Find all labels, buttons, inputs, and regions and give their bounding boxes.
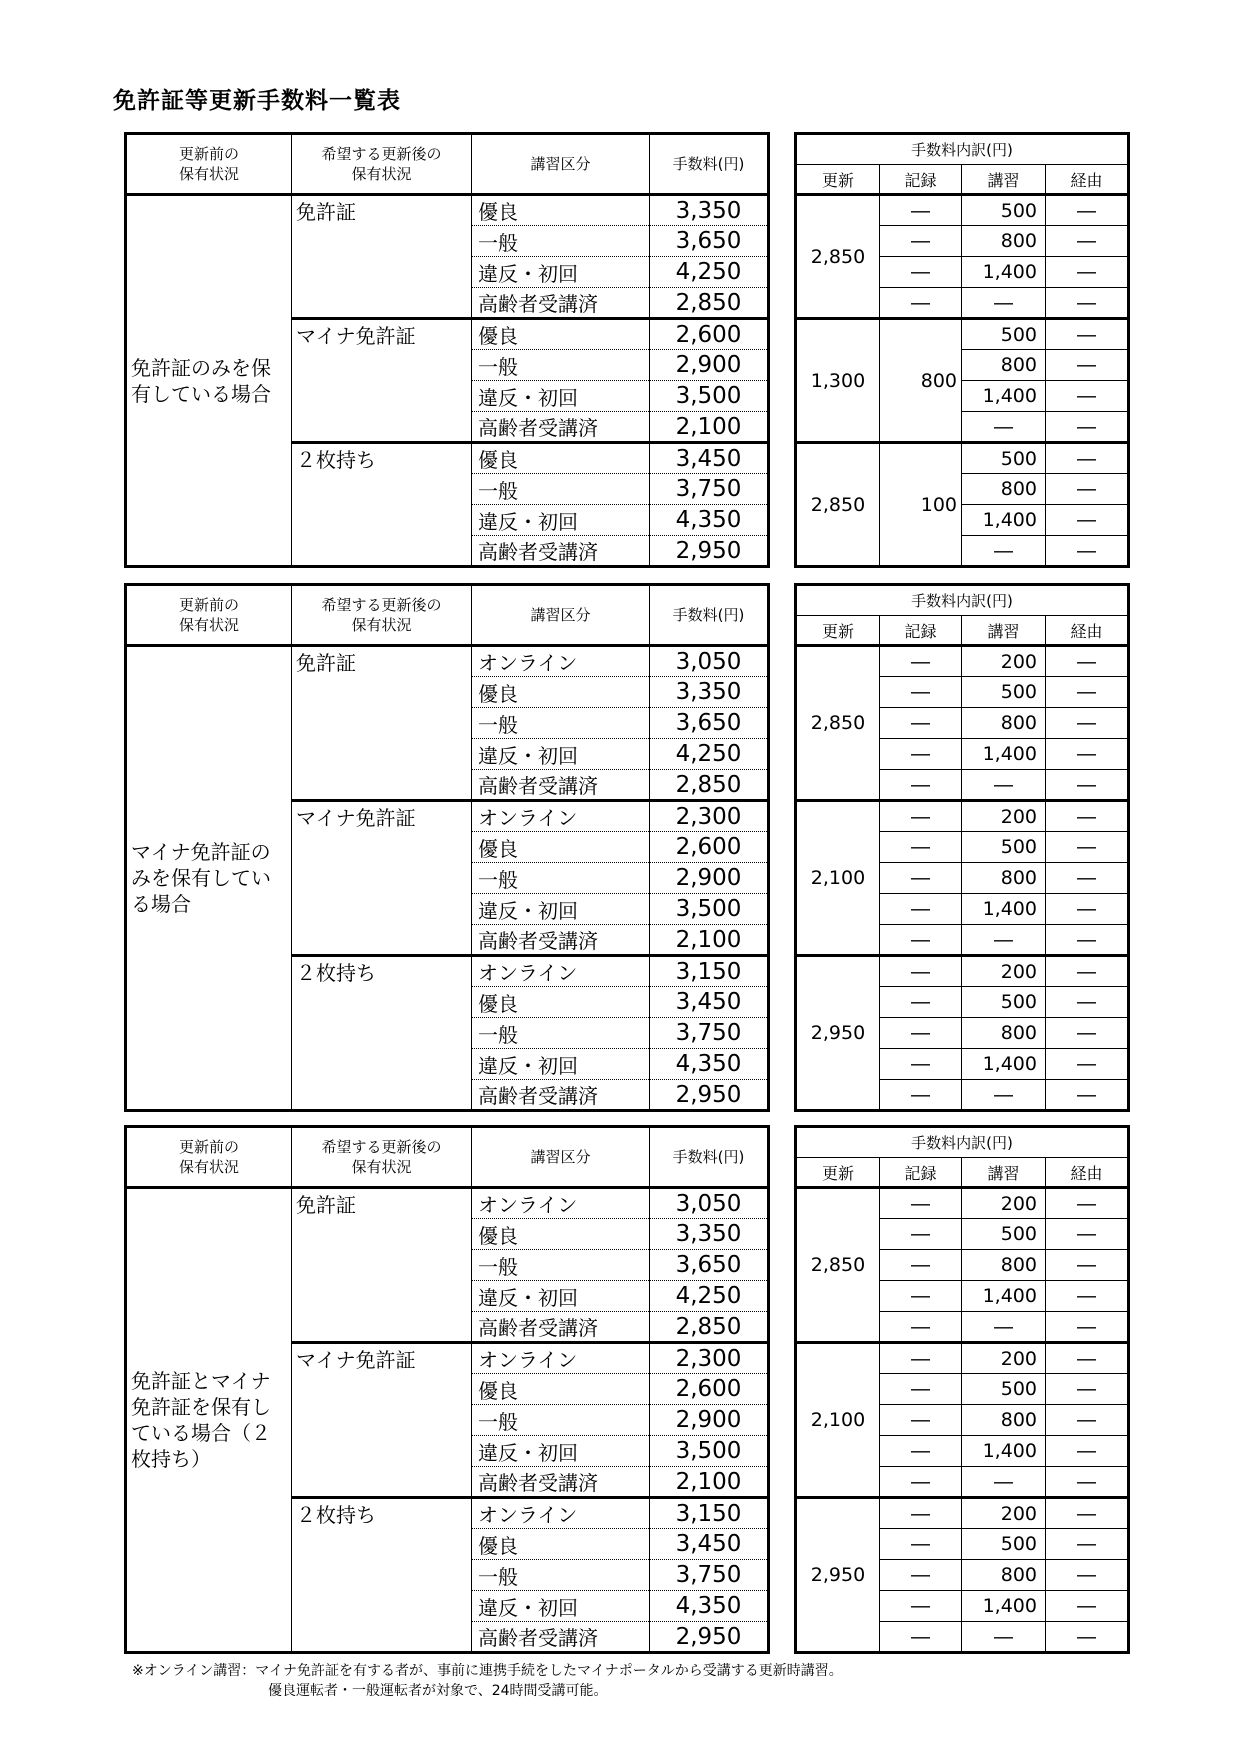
header-row (126, 134, 769, 195)
lecture-type-cell: 違反・初回 (472, 381, 650, 412)
status-after-cell: 免許証 (292, 646, 472, 801)
breakdown-row (796, 1343, 1129, 1374)
via-fee-cell: ― (1046, 443, 1129, 474)
via-fee-cell: ― (1046, 226, 1129, 257)
fee-cell: 3,350 (650, 195, 769, 226)
via-fee-cell: ― (1046, 1467, 1129, 1498)
header-fee: 手数料(円) (650, 134, 769, 195)
status-after-cell: 免許証 (292, 1188, 472, 1343)
record-fee-cell: ― (880, 1049, 962, 1080)
lecture-fee-cell: 800 (962, 1250, 1046, 1281)
lecture-type-cell: オンライン (472, 1343, 650, 1374)
fee-cell: 2,300 (650, 1343, 769, 1374)
header-status-after-line: 希望する更新後の (321, 596, 442, 614)
record-fee-cell: ― (880, 1188, 962, 1219)
lecture-type-cell: 一般 (472, 226, 650, 257)
fee-cell: 2,850 (650, 1312, 769, 1343)
header-status-after (292, 134, 472, 195)
fee-cell: 3,500 (650, 894, 769, 925)
breakdown-header-row (796, 1158, 1129, 1188)
lecture-type-cell: 高齢者受講済 (472, 1467, 650, 1498)
via-fee-cell: ― (1046, 894, 1129, 925)
header-status-before-line: 更新前の (178, 1138, 239, 1156)
header-status-after (292, 1127, 472, 1188)
via-fee-cell: ― (1046, 195, 1129, 226)
lecture-fee-cell: 800 (962, 350, 1046, 381)
via-fee-cell: ― (1046, 536, 1129, 567)
renewal-fee-cell: 2,850 (796, 195, 880, 319)
renewal-fee-cell: 2,100 (796, 801, 880, 956)
fee-cell: 2,100 (650, 1467, 769, 1498)
lecture-fee-cell: 500 (962, 319, 1046, 350)
lecture-fee-cell: 200 (962, 1188, 1046, 1219)
breakdown-title-row (796, 1127, 1129, 1158)
fee-cell: 2,600 (650, 832, 769, 863)
lecture-fee-cell: 1,400 (962, 381, 1046, 412)
lecture-type-cell: 高齢者受講済 (472, 536, 650, 567)
via-fee-cell: ― (1046, 1343, 1129, 1374)
lecture-fee-cell: 1,400 (962, 1049, 1046, 1080)
lecture-type-cell: 一般 (472, 708, 650, 739)
lecture-fee-cell: 800 (962, 1560, 1046, 1591)
record-fee-cell: ― (880, 801, 962, 832)
fee-cell: 2,600 (650, 319, 769, 350)
fee-cell: 2,850 (650, 770, 769, 801)
header-status-before (126, 1127, 292, 1188)
header-status-after-line: 保有状況 (351, 616, 412, 634)
header-via: 経由 (1046, 616, 1129, 646)
record-fee-cell: ― (880, 195, 962, 226)
status-before-cell: マイナ免許証のみを保有している場合 (126, 646, 292, 1111)
record-fee-cell: ― (880, 1436, 962, 1467)
lecture-fee-cell: 1,400 (962, 894, 1046, 925)
table-row (126, 1188, 769, 1219)
lecture-type-cell: 高齢者受講済 (472, 288, 650, 319)
record-fee-cell: ― (880, 832, 962, 863)
fee-cell: 3,450 (650, 443, 769, 474)
lecture-fee-cell: 800 (962, 708, 1046, 739)
lecture-fee-cell: 200 (962, 1343, 1046, 1374)
fee-cell: 2,850 (650, 288, 769, 319)
lecture-fee-cell: ― (962, 412, 1046, 443)
breakdown-row (796, 319, 1129, 350)
header-status-before (126, 585, 292, 646)
header-renewal: 更新 (796, 165, 880, 195)
fee-cell: 3,050 (650, 646, 769, 677)
header-breakdown: 手数料内訳(円) (796, 1127, 1129, 1158)
via-fee-cell: ― (1046, 1281, 1129, 1312)
lecture-fee-cell: 800 (962, 1405, 1046, 1436)
lecture-fee-cell: ― (962, 536, 1046, 567)
lecture-fee-cell: 500 (962, 677, 1046, 708)
fee-cell: 3,650 (650, 708, 769, 739)
record-fee-cell: ― (880, 1498, 962, 1529)
fee-cell: 2,600 (650, 1374, 769, 1405)
lecture-fee-cell: 500 (962, 1529, 1046, 1560)
fee-cell: 3,500 (650, 1436, 769, 1467)
breakdown-row (796, 443, 1129, 474)
footnote (132, 1661, 843, 1701)
fee-cell: 4,250 (650, 257, 769, 288)
record-fee-cell: ― (880, 987, 962, 1018)
fee-cell: 3,350 (650, 1219, 769, 1250)
record-fee-cell: ― (880, 1374, 962, 1405)
fee-cell: 3,150 (650, 956, 769, 987)
record-fee-cell: ― (880, 1219, 962, 1250)
status-before-cell: 免許証とマイナ免許証を保有している場合（２枚持ち） (126, 1188, 292, 1653)
fee-cell: 2,900 (650, 350, 769, 381)
lecture-type-cell: 高齢者受講済 (472, 1312, 650, 1343)
via-fee-cell: ― (1046, 956, 1129, 987)
breakdown-table-2 (794, 583, 1130, 1112)
breakdown-header-row (796, 616, 1129, 646)
table-row (126, 646, 769, 677)
lecture-fee-cell: 800 (962, 474, 1046, 505)
fee-cell: 4,250 (650, 1281, 769, 1312)
header-lecture-type: 講習区分 (472, 134, 650, 195)
via-fee-cell: ― (1046, 1018, 1129, 1049)
renewal-fee-cell: 2,950 (796, 956, 880, 1111)
record-fee-cell: ― (880, 1467, 962, 1498)
via-fee-cell: ― (1046, 1250, 1129, 1281)
fee-table-3 (124, 1125, 770, 1654)
record-fee-cell: ― (880, 739, 962, 770)
lecture-type-cell: 優良 (472, 1219, 650, 1250)
fee-cell: 3,750 (650, 1560, 769, 1591)
record-fee-cell: ― (880, 708, 962, 739)
breakdown-row (796, 195, 1129, 226)
lecture-fee-cell: 500 (962, 1374, 1046, 1405)
fee-cell: 2,950 (650, 1622, 769, 1653)
lecture-fee-cell: 500 (962, 987, 1046, 1018)
lecture-type-cell: 違反・初回 (472, 894, 650, 925)
lecture-type-cell: 違反・初回 (472, 505, 650, 536)
fee-cell: 3,450 (650, 1529, 769, 1560)
via-fee-cell: ― (1046, 925, 1129, 956)
breakdown-table-3 (794, 1125, 1130, 1654)
via-fee-cell: ― (1046, 677, 1129, 708)
breakdown-row (796, 1188, 1129, 1219)
lecture-type-cell: 違反・初回 (472, 1591, 650, 1622)
record-fee-cell: ― (880, 1560, 962, 1591)
lecture-type-cell: 一般 (472, 1250, 650, 1281)
breakdown-row (796, 956, 1129, 987)
renewal-fee-cell: 2,850 (796, 443, 880, 567)
header-via: 経由 (1046, 165, 1129, 195)
fee-cell: 2,900 (650, 1405, 769, 1436)
fee-cell: 3,350 (650, 677, 769, 708)
header-record: 記録 (880, 1158, 962, 1188)
header-status-before-line: 更新前の (178, 596, 239, 614)
lecture-type-cell: 一般 (472, 1405, 650, 1436)
lecture-fee-cell: 1,400 (962, 739, 1046, 770)
renewal-fee-cell: 1,300 (796, 319, 880, 443)
lecture-type-cell: 高齢者受講済 (472, 1622, 650, 1653)
lecture-fee-cell: 800 (962, 226, 1046, 257)
header-status-after-line: 希望する更新後の (321, 145, 442, 163)
record-fee-cell: ― (880, 677, 962, 708)
lecture-fee-cell: ― (962, 1622, 1046, 1653)
via-fee-cell: ― (1046, 1622, 1129, 1653)
header-record: 記録 (880, 165, 962, 195)
via-fee-cell: ― (1046, 646, 1129, 677)
record-fee-cell: ― (880, 646, 962, 677)
lecture-type-cell: 高齢者受講済 (472, 412, 650, 443)
record-fee-cell: ― (880, 1250, 962, 1281)
lecture-fee-cell: 1,400 (962, 505, 1046, 536)
lecture-fee-cell: ― (962, 1467, 1046, 1498)
via-fee-cell: ― (1046, 319, 1129, 350)
breakdown-title-row (796, 585, 1129, 616)
breakdown-row (796, 1498, 1129, 1529)
record-fee-cell: ― (880, 1622, 962, 1653)
lecture-type-cell: 優良 (472, 677, 650, 708)
header-status-before (126, 134, 292, 195)
lecture-fee-cell: 1,400 (962, 257, 1046, 288)
header-lecture-type: 講習区分 (472, 585, 650, 646)
fee-cell: 2,100 (650, 925, 769, 956)
footnote-line-2: 優良運転者・一般運転者が対象で、24時間受講可能。 (268, 1683, 608, 1699)
breakdown-table-1 (794, 132, 1130, 568)
header-fee: 手数料(円) (650, 1127, 769, 1188)
status-after-cell: マイナ免許証 (292, 801, 472, 956)
fee-cell: 3,750 (650, 474, 769, 505)
header-lecture: 講習 (962, 165, 1046, 195)
fee-cell: 3,750 (650, 1018, 769, 1049)
lecture-type-cell: 違反・初回 (472, 257, 650, 288)
via-fee-cell: ― (1046, 257, 1129, 288)
header-lecture: 講習 (962, 1158, 1046, 1188)
lecture-type-cell: 優良 (472, 1529, 650, 1560)
header-status-after-line: 保有状況 (351, 165, 412, 183)
via-fee-cell: ― (1046, 1219, 1129, 1250)
footnote-line-1: ※オンライン講習：マイナ免許証を有する者が、事前に連携手続をしたマイナポータルから受講する更新時講習。 (132, 1663, 843, 1679)
record-fee-cell: ― (880, 1312, 962, 1343)
record-fee-cell: ― (880, 1343, 962, 1374)
fee-cell: 4,350 (650, 1049, 769, 1080)
record-fee-cell: ― (880, 770, 962, 801)
lecture-fee-cell: 200 (962, 956, 1046, 987)
via-fee-cell: ― (1046, 1560, 1129, 1591)
record-fee-cell: ― (880, 925, 962, 956)
lecture-fee-cell: 500 (962, 443, 1046, 474)
fee-cell: 4,350 (650, 505, 769, 536)
lecture-fee-cell: ― (962, 1312, 1046, 1343)
lecture-type-cell: 一般 (472, 350, 650, 381)
header-lecture: 講習 (962, 616, 1046, 646)
fee-cell: 4,350 (650, 1591, 769, 1622)
via-fee-cell: ― (1046, 739, 1129, 770)
record-fee-cell: ― (880, 894, 962, 925)
lecture-type-cell: 違反・初回 (472, 739, 650, 770)
lecture-type-cell: 違反・初回 (472, 1281, 650, 1312)
lecture-type-cell: 高齢者受講済 (472, 925, 650, 956)
record-fee-cell: ― (880, 1281, 962, 1312)
record-fee-cell: 100 (880, 443, 962, 567)
via-fee-cell: ― (1046, 1374, 1129, 1405)
via-fee-cell: ― (1046, 505, 1129, 536)
table-row (126, 195, 769, 226)
header-record: 記録 (880, 616, 962, 646)
lecture-fee-cell: 1,400 (962, 1591, 1046, 1622)
header-status-before-line: 更新前の (178, 145, 239, 163)
lecture-type-cell: 違反・初回 (472, 1049, 650, 1080)
header-status-after-line: 希望する更新後の (321, 1138, 442, 1156)
lecture-type-cell: 一般 (472, 863, 650, 894)
fee-table-1 (124, 132, 770, 568)
via-fee-cell: ― (1046, 832, 1129, 863)
lecture-fee-cell: ― (962, 1080, 1046, 1111)
record-fee-cell: ― (880, 1405, 962, 1436)
fee-cell: 2,950 (650, 536, 769, 567)
lecture-fee-cell: 1,400 (962, 1436, 1046, 1467)
lecture-fee-cell: 200 (962, 801, 1046, 832)
via-fee-cell: ― (1046, 1436, 1129, 1467)
lecture-fee-cell: 200 (962, 1498, 1046, 1529)
breakdown-row (796, 801, 1129, 832)
via-fee-cell: ― (1046, 1049, 1129, 1080)
lecture-type-cell: 優良 (472, 443, 650, 474)
lecture-type-cell: 優良 (472, 195, 650, 226)
lecture-fee-cell: 500 (962, 195, 1046, 226)
lecture-fee-cell: 200 (962, 646, 1046, 677)
status-after-cell: マイナ免許証 (292, 319, 472, 443)
record-fee-cell: ― (880, 226, 962, 257)
header-status-before-line: 保有状況 (178, 616, 239, 634)
via-fee-cell: ― (1046, 1312, 1129, 1343)
via-fee-cell: ― (1046, 801, 1129, 832)
lecture-type-cell: オンライン (472, 1498, 650, 1529)
lecture-type-cell: 一般 (472, 474, 650, 505)
status-after-cell: ２枚持ち (292, 956, 472, 1111)
lecture-fee-cell: 500 (962, 832, 1046, 863)
renewal-fee-cell: 2,850 (796, 646, 880, 801)
via-fee-cell: ― (1046, 1405, 1129, 1436)
fee-table-2 (124, 583, 770, 1112)
via-fee-cell: ― (1046, 1188, 1129, 1219)
lecture-type-cell: 優良 (472, 319, 650, 350)
header-status-after-line: 保有状況 (351, 1158, 412, 1176)
lecture-type-cell: オンライン (472, 646, 650, 677)
fee-cell: 3,650 (650, 1250, 769, 1281)
header-lecture-type: 講習区分 (472, 1127, 650, 1188)
renewal-fee-cell: 2,850 (796, 1188, 880, 1343)
status-before-cell: 免許証のみを保有している場合 (126, 195, 292, 567)
lecture-fee-cell: ― (962, 925, 1046, 956)
via-fee-cell: ― (1046, 863, 1129, 894)
header-status-before-line: 保有状況 (178, 1158, 239, 1176)
record-fee-cell: ― (880, 257, 962, 288)
via-fee-cell: ― (1046, 381, 1129, 412)
record-fee-cell: ― (880, 1018, 962, 1049)
header-fee: 手数料(円) (650, 585, 769, 646)
status-after-cell: 免許証 (292, 195, 472, 319)
record-fee-cell: ― (880, 1529, 962, 1560)
lecture-type-cell: 優良 (472, 987, 650, 1018)
breakdown-row (796, 646, 1129, 677)
lecture-type-cell: 優良 (472, 832, 650, 863)
lecture-type-cell: オンライン (472, 956, 650, 987)
record-fee-cell: 800 (880, 319, 962, 443)
lecture-type-cell: 一般 (472, 1560, 650, 1591)
header-renewal: 更新 (796, 1158, 880, 1188)
renewal-fee-cell: 2,950 (796, 1498, 880, 1653)
via-fee-cell: ― (1046, 350, 1129, 381)
fee-cell: 2,300 (650, 801, 769, 832)
via-fee-cell: ― (1046, 474, 1129, 505)
fee-cell: 3,050 (650, 1188, 769, 1219)
via-fee-cell: ― (1046, 288, 1129, 319)
via-fee-cell: ― (1046, 1529, 1129, 1560)
lecture-type-cell: 違反・初回 (472, 1436, 650, 1467)
lecture-fee-cell: 800 (962, 863, 1046, 894)
lecture-type-cell: 優良 (472, 1374, 650, 1405)
renewal-fee-cell: 2,100 (796, 1343, 880, 1498)
via-fee-cell: ― (1046, 412, 1129, 443)
lecture-type-cell: 高齢者受講済 (472, 1080, 650, 1111)
record-fee-cell: ― (880, 1591, 962, 1622)
header-status-after (292, 585, 472, 646)
page-title: 免許証等更新手数料一覧表 (113, 88, 401, 114)
via-fee-cell: ― (1046, 987, 1129, 1018)
via-fee-cell: ― (1046, 1080, 1129, 1111)
header-status-before-line: 保有状況 (178, 165, 239, 183)
lecture-type-cell: オンライン (472, 801, 650, 832)
header-row (126, 1127, 769, 1188)
lecture-fee-cell: 500 (962, 1219, 1046, 1250)
lecture-type-cell: 高齢者受講済 (472, 770, 650, 801)
fee-cell: 4,250 (650, 739, 769, 770)
header-breakdown: 手数料内訳(円) (796, 585, 1129, 616)
fee-cell: 2,900 (650, 863, 769, 894)
fee-cell: 2,100 (650, 412, 769, 443)
fee-cell: 2,950 (650, 1080, 769, 1111)
header-row (126, 585, 769, 646)
fee-cell: 3,450 (650, 987, 769, 1018)
via-fee-cell: ― (1046, 708, 1129, 739)
lecture-type-cell: 一般 (472, 1018, 650, 1049)
via-fee-cell: ― (1046, 1591, 1129, 1622)
fee-cell: 3,500 (650, 381, 769, 412)
breakdown-title-row (796, 134, 1129, 165)
status-after-cell: ２枚持ち (292, 443, 472, 567)
lecture-fee-cell: 800 (962, 1018, 1046, 1049)
lecture-fee-cell: ― (962, 770, 1046, 801)
via-fee-cell: ― (1046, 1498, 1129, 1529)
record-fee-cell: ― (880, 956, 962, 987)
record-fee-cell: ― (880, 288, 962, 319)
fee-cell: 3,150 (650, 1498, 769, 1529)
status-after-cell: ２枚持ち (292, 1498, 472, 1653)
header-renewal: 更新 (796, 616, 880, 646)
via-fee-cell: ― (1046, 770, 1129, 801)
record-fee-cell: ― (880, 1080, 962, 1111)
fee-cell: 3,650 (650, 226, 769, 257)
status-after-cell: マイナ免許証 (292, 1343, 472, 1498)
header-via: 経由 (1046, 1158, 1129, 1188)
header-breakdown: 手数料内訳(円) (796, 134, 1129, 165)
breakdown-header-row (796, 165, 1129, 195)
lecture-fee-cell: 1,400 (962, 1281, 1046, 1312)
lecture-type-cell: オンライン (472, 1188, 650, 1219)
record-fee-cell: ― (880, 863, 962, 894)
lecture-fee-cell: ― (962, 288, 1046, 319)
